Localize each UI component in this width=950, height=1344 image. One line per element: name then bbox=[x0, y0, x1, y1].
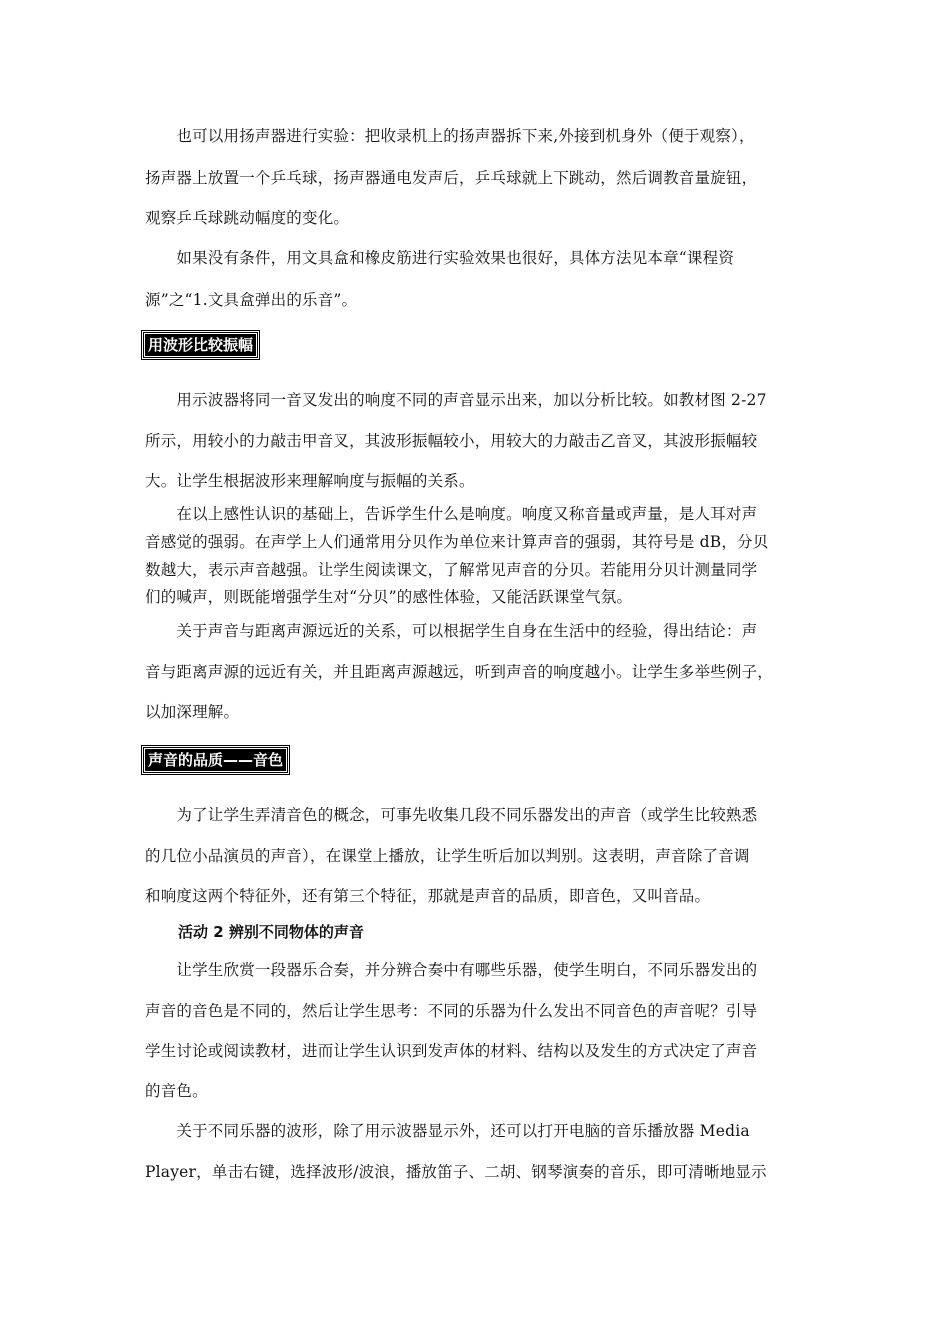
paragraph-line: 学生讨论或阅读教材，进而让学生认识到发声体的材料、结构以及发生的方式决定了声音 bbox=[145, 1042, 758, 1060]
paragraph-line: 声音的音色是不同的，然后让学生思考：不同的乐器为什么发出不同音色的声音呢？引导 bbox=[145, 1002, 758, 1020]
paragraph-line: 扬声器上放置一个乒乓球，扬声器通电发声后，乒乓球就上下跳动，然后调教音量旋钮， bbox=[145, 169, 758, 187]
paragraph-line: 以加深理解。 bbox=[145, 703, 240, 721]
paragraph-line: 如果没有条件，用文具盒和橡皮筋进行实验效果也很好，具体方法见本章“课程资 bbox=[145, 249, 735, 267]
activity-title: 活动 2 辨别不同物体的声音 bbox=[178, 923, 364, 941]
paragraph-line: 的几位小品演员的声音），在课堂上播放，让学生听后加以判别。这表明，声音除了音调 bbox=[145, 847, 750, 865]
paragraph-line: 大。让学生根据波形来理解响度与振幅的关系。 bbox=[145, 472, 475, 490]
section-heading-amplitude: 用波形比较振幅 bbox=[145, 334, 256, 356]
paragraph-line: 在以上感性认识的基础上，告诉学生什么是响度。响度又称音量或声量，是人耳对声 bbox=[145, 505, 758, 523]
paragraph-line: 的音色。 bbox=[145, 1082, 208, 1100]
paragraph-line: 音感觉的强弱。在声学上人们通常用分贝作为单位来计算声音的强弱，其符号是 dB，分贝 bbox=[145, 533, 769, 551]
paragraph-line: 和响度这两个特征外，还有第三个特征，那就是声音的品质，即音色，又叫音品。 bbox=[145, 887, 711, 905]
paragraph-line: 所示，用较小的力敲击甲音叉，其波形振幅较小，用较大的力敲击乙音叉，其波形振幅较 bbox=[145, 432, 758, 450]
paragraph-line: 让学生欣赏一段器乐合奏，并分辨合奏中有哪些乐器，使学生明白，不同乐器发出的 bbox=[145, 961, 758, 979]
paragraph-line: 用示波器将同一音叉发出的响度不同的声音显示出来，加以分析比较。如教材图 2-27 bbox=[145, 391, 767, 409]
paragraph-line: 观察乒乓球跳动幅度的变化。 bbox=[145, 209, 350, 227]
paragraph-line: 关于不同乐器的波形，除了用示波器显示外，还可以打开电脑的音乐播放器 Media bbox=[145, 1122, 750, 1140]
paragraph-line: 关于声音与距离声源远近的关系，可以根据学生自身在生活中的经验，得出结论：声 bbox=[145, 622, 758, 640]
paragraph-line: 也可以用扬声器进行实验：把收录机上的扬声器拆下来,外接到机身外（便于观察）， bbox=[145, 127, 755, 145]
paragraph-line: Player，单击右键，选择波形/波浪，播放笛子、二胡、钢琴演奏的音乐，即可清晰地显示 bbox=[145, 1163, 767, 1181]
paragraph-line: 们的喊声，则既能增强学生对“分贝”的感性体验，又能活跃课堂气氛。 bbox=[145, 588, 633, 606]
paragraph-line: 数越大，表示声音越强。让学生阅读课文，了解常见声音的分贝。若能用分贝计测量同学 bbox=[145, 561, 758, 579]
section-heading-timbre: 声音的品质——音色 bbox=[145, 749, 286, 771]
paragraph-line: 源”之“1.文具盒弹出的乐音”。 bbox=[145, 291, 358, 309]
paragraph-line: 音与距离声源的远近有关，并且距离声源越远，听到声音的响度越小。让学生多举些例子， bbox=[145, 663, 774, 681]
paragraph-line: 为了让学生弄清音色的概念，可事先收集几段不同乐器发出的声音（或学生比较熟悉 bbox=[145, 806, 758, 824]
